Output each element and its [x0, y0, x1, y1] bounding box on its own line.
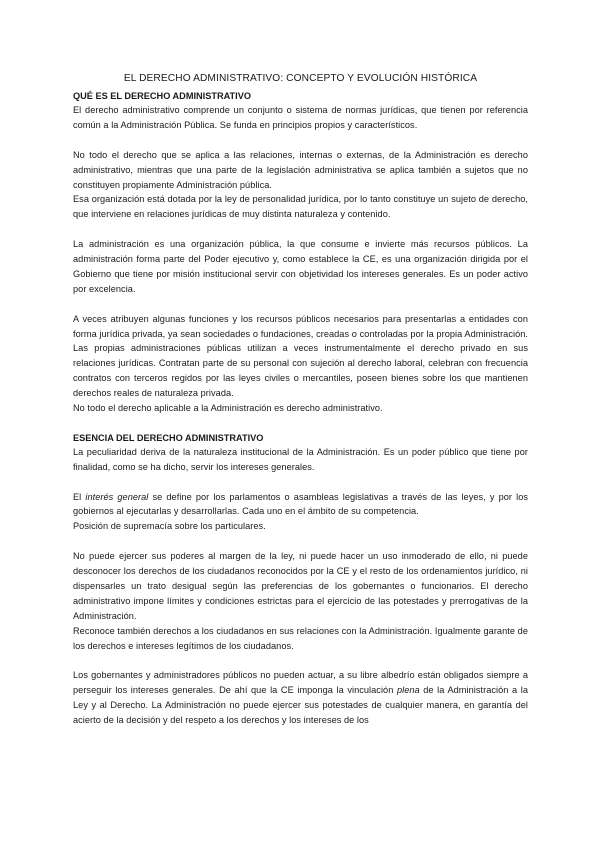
- document-title: EL DERECHO ADMINISTRATIVO: CONCEPTO Y EVOLUCIÓN HISTÓRICA: [123, 73, 478, 84]
- section-heading-que-es: QUÉ ES EL DERECHO ADMINISTRATIVO: [73, 91, 251, 101]
- document-body: [73, 72, 528, 728]
- paragraph-peculiarity: La peculiaridad deriva de la naturaleza institucional de la Administración. Es un poder público que tiene por finalidad, como se ha dicho, servir los intereses generales.: [73, 446, 528, 472]
- paragraph-scope: No todo el derecho que se aplica a las relaciones, internas o externas, de la Administración es derecho administrativo, mientras que una parte de la legislación administrativa se aplica también a sujetos que no constituyen propiamente Administración pública.: [73, 149, 528, 190]
- emphasis-plena: plena: [396, 685, 420, 696]
- paragraph-conclusion: No todo el derecho aplicable a la Administración es derecho administrativo.: [73, 403, 383, 414]
- paragraph-rights: Reconoce también derechos a los ciudadanos en sus relaciones con la Administración. Igualmente garante de los derechos e intereses legítimos de los ciudadanos.: [73, 625, 528, 651]
- paragraph-personality: Esa organización está dotada por la ley de personalidad jurídica, por lo tanto constituye un sujeto de derecho, que interviene en relaciones jurídicas de muy distinta naturaleza y contenido.: [73, 194, 528, 220]
- emphasis-interes-general: interés general: [85, 491, 149, 502]
- text-run: El: [73, 491, 86, 502]
- text-run: Los gobernantes y administradores públicos no pueden actuar, a su libre albedrío están obligados siempre a perseguir los intereses generales. De ahí que la CE imponga la vinculación: [73, 670, 528, 696]
- paragraph-obligations: [73, 668, 528, 728]
- paragraph-organization: La administración es una organización pública, la que consume e invierte más recursos públicos. La administración forma parte del Poder ejecutivo y, como establece la CE, es una organización dirigida por el Gobierno que tiene por misión institucional servir con objetividad los intereses generales. Es un poder activo por excelencia.: [73, 239, 528, 294]
- section-heading-esencia: ESENCIA DEL DERECHO ADMINISTRATIVO: [73, 432, 264, 443]
- paragraph-private-forms: A veces atribuyen algunas funciones y los recursos públicos necesarios para presentarlas a entidades con forma jurídica privada, ya sean sociedades o fundaciones, creadas o controladas por la propia Administración. Las propias administraciones públicas utilizan a veces instrumentalmente el derecho privado en sus relaciones jurídicas. Contratan parte de su personal con sujeción al derecho laboral, celebran con frecuencia contratos con terceros regidos por las leyes civiles o mercantiles, poseen bienes sobre los que mantienen derechos reales de naturaleza privada.: [73, 313, 528, 399]
- paragraph-definition: El derecho administrativo comprende un conjunto o sistema de normas jurídicas, que tienen por referencia común a la Administración Pública. Se funda en principios propios y característicos.: [73, 105, 528, 130]
- text-run: se define por los parlamentos o asambleas legislativas a través de las leyes, y por los gobiernos al ejecutarlas y desarrollarlas. Cada uno en el ámbito de su competencia.: [73, 491, 529, 517]
- text-run: de la Administración a la Ley y al Derecho. La Administración no puede ejercer sus potestades de cualquier manera, en garantía del acierto de la decisión y del respeto a los derechos y los intereses de los: [73, 685, 528, 726]
- paragraph-limits: No puede ejercer sus poderes al margen de la ley, ni puede hacer un uso inmoderado de ello, ni puede desconocer los derechos de los ciudadanos reconocidos por la CE y el resto de los ordenamientos jurídico, ni dispensarles un trato desigual según las preferencias de los gobernantes o funcionarios. El derecho administrativo impone límites y condiciones estrictas para el ejercicio de las potestades y prerrogativas de la Administración.: [73, 551, 528, 621]
- paragraph-supremacy: Posición de supremacía sobre los particulares.: [73, 521, 266, 532]
- paragraph-general-interest: [73, 490, 528, 520]
